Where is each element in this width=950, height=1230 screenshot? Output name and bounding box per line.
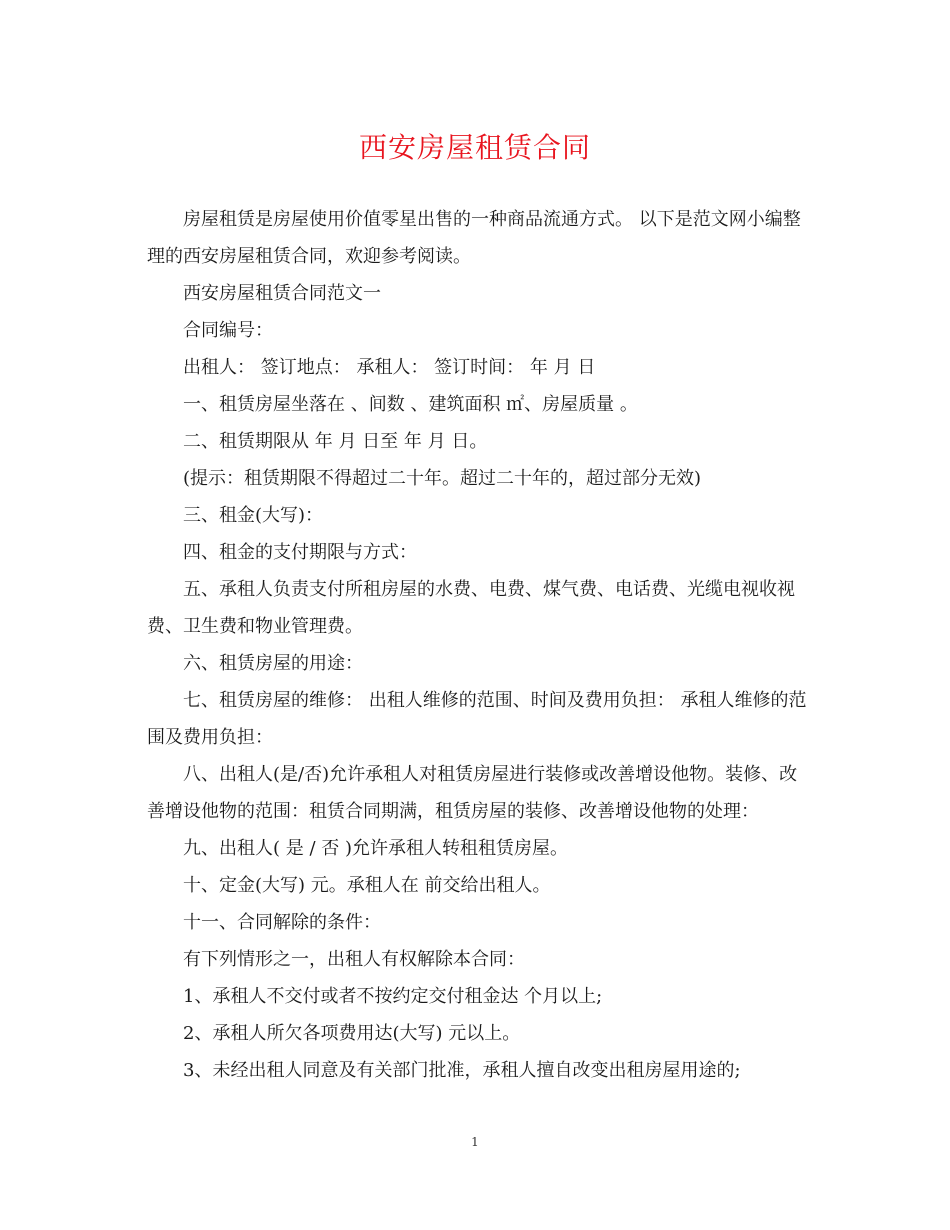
clause-2: 二、租赁期限从 年 月 日至 年 月 日。 [183,431,488,452]
clause-4: 四、租金的支付期限与方式： [183,542,417,563]
document-body [147,201,807,1089]
termination-intro: 有下列情形之一，出租人有权解除本合同： [183,949,525,970]
sample-heading: 西安房屋租赁合同范文一 [183,283,381,304]
page-number: 1 [471,1135,479,1149]
contract-number-line: 合同编号： [183,320,273,341]
clause-2-note: (提示：租赁期限不得超过二十年。超过二十年的，超过部分无效) [183,468,702,489]
clause-10: 十、定金(大写) 元。承租人在 前交给出租人。 [183,875,551,896]
clause-1: 一、租赁房屋坐落在 、间数 、建筑面积 ㎡、房屋质量 。 [183,394,638,415]
document-title: 西安房屋租赁合同 [358,131,591,164]
clause-5: 五、承租人负责支付所租房屋的水费、电费、煤气费、电话费、光缆电视收视费、卫生费和物业管理费。 [147,579,795,637]
termination-item-2: 2、承租人所欠各项费用达(大写) 元以上。 [183,1023,521,1044]
termination-item-3: 3、未经出租人同意及有关部门批准，承租人擅自改变出租房屋用途的; [183,1060,741,1081]
clause-6: 六、租赁房屋的用途： [183,653,363,674]
clause-7: 七、租赁房屋的维修： 出租人维修的范围、时间及费用负担： 承租人维修的范围及费用负担： [147,690,807,748]
intro-paragraph: 房屋租赁是房屋使用价值零星出售的一种商品流通方式。 以下是范文网小编整理的西安房屋租赁合同，欢迎参考阅读。 [147,209,801,267]
parties-line: 出租人： 签订地点： 承租人： 签订时间： 年 月 日 [183,357,596,378]
termination-item-1: 1、承租人不交付或者不按约定交付租金达 个月以上; [183,986,603,1007]
clause-11: 十一、合同解除的条件： [183,912,381,933]
clause-3: 三、租金(大写)： [183,505,324,526]
clause-8: 八、出租人(是/否)允许承租人对租赁房屋进行装修或改善增设他物。装修、改善增设他物的范围：租赁合同期满，租赁房屋的装修、改善增设他物的处理： [147,764,798,822]
clause-9: 九、出租人( 是 / 否 )允许承租人转租租赁房屋。 [183,838,568,859]
